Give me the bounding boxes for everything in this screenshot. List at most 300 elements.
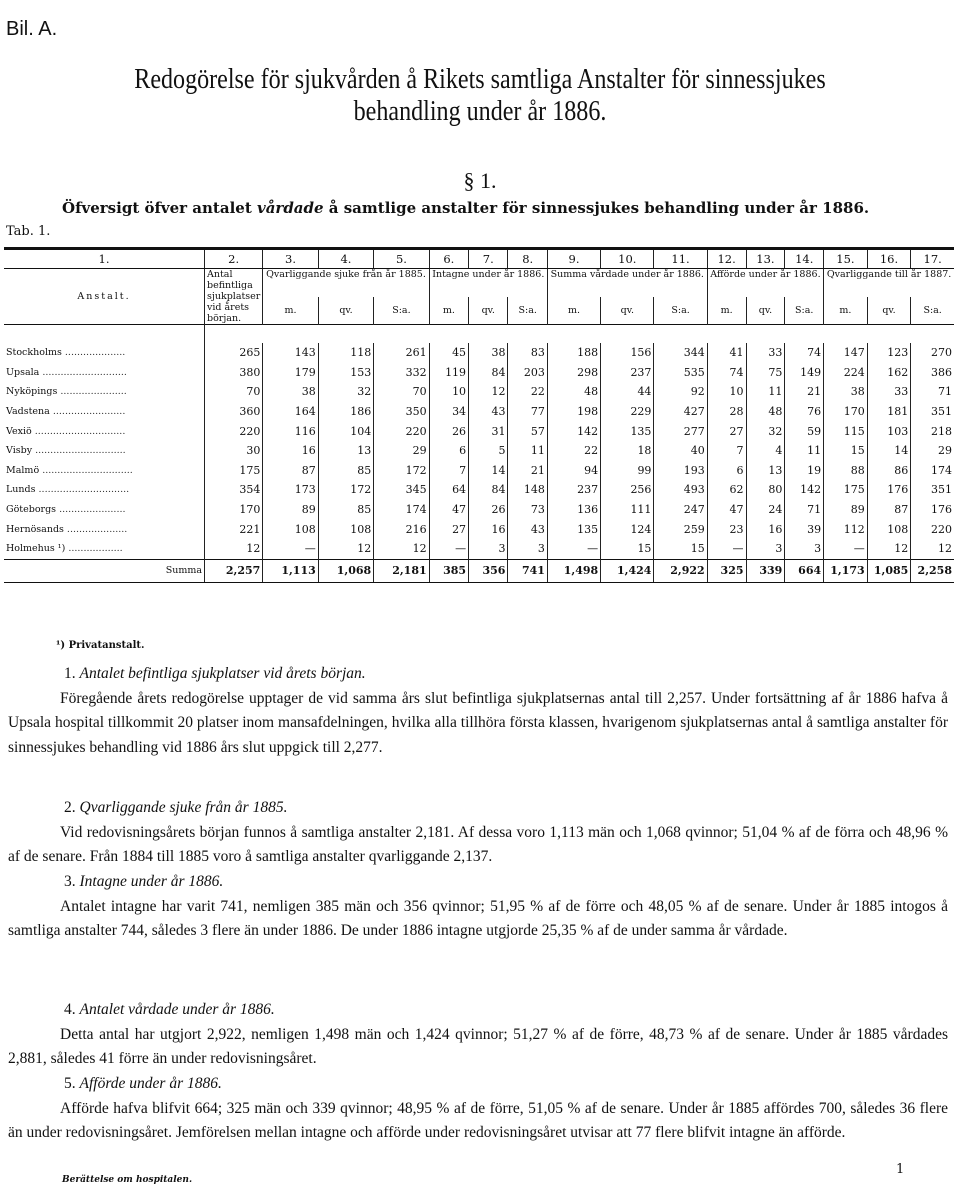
- column-number: 5.: [374, 249, 429, 269]
- table-cell: 27: [707, 421, 746, 441]
- table-cell: 149: [785, 363, 824, 383]
- table-cell: 71: [911, 382, 954, 402]
- summa-cell: 325: [707, 559, 746, 582]
- section-number: 2.: [64, 799, 76, 816]
- sub-header: qv.: [746, 297, 785, 325]
- table-cell: 15: [654, 539, 707, 559]
- table-cell: 33: [746, 343, 785, 363]
- table-cell: 112: [824, 519, 868, 539]
- sub-header: m.: [429, 297, 468, 325]
- table-cell: 380: [205, 363, 263, 383]
- table-cell: 229: [601, 402, 654, 422]
- table-row: [4, 519, 954, 539]
- section-title: Qvarliggande sjuke från år 1885.: [79, 799, 288, 816]
- header-afforde: Afförde under år 1886.: [707, 269, 823, 297]
- row-name: Stockholms ....................: [6, 347, 126, 359]
- table-cell: 153: [318, 363, 373, 383]
- table-cell: 85: [318, 500, 373, 520]
- column-number: 12.: [707, 249, 746, 269]
- table-row: [4, 461, 954, 481]
- column-number: 16.: [867, 249, 911, 269]
- summa-cell: 339: [746, 559, 785, 582]
- table-cell: 77: [508, 402, 547, 422]
- table-cell: 43: [508, 519, 547, 539]
- table-cell: 6: [707, 461, 746, 481]
- table-cell: 162: [867, 363, 911, 383]
- table-cell: 31: [469, 421, 508, 441]
- header-row: [4, 269, 954, 297]
- table-cell: 224: [824, 363, 868, 383]
- table-cell: 47: [429, 500, 468, 520]
- table-cell: 103: [867, 421, 911, 441]
- spacer-row: [4, 325, 954, 344]
- table-cell: 156: [601, 343, 654, 363]
- table-cell: 40: [654, 441, 707, 461]
- table-cell: 59: [785, 421, 824, 441]
- table-cell: 16: [469, 519, 508, 539]
- table-row: [4, 500, 954, 520]
- table-cell: 87: [867, 500, 911, 520]
- section-title: Antalet vårdade under år 1886.: [79, 1001, 275, 1018]
- table-cell: 203: [508, 363, 547, 383]
- table-cell: 38: [263, 382, 318, 402]
- table-cell: 143: [263, 343, 318, 363]
- table-cell: 39: [785, 519, 824, 539]
- section-2: [8, 796, 948, 870]
- statistics-table: [4, 247, 954, 583]
- column-number-row: [4, 249, 954, 269]
- table-cell: 14: [867, 441, 911, 461]
- row-name-text: Upsala: [6, 366, 40, 378]
- row-name-text: Malmö: [6, 464, 40, 476]
- column-number: 8.: [508, 249, 547, 269]
- table-cell: 16: [263, 441, 318, 461]
- table-cell: 32: [318, 382, 373, 402]
- table-cell: 351: [911, 480, 954, 500]
- table-cell: 172: [374, 461, 429, 481]
- sub-header: S:a.: [911, 297, 954, 325]
- row-name-text: Lunds: [6, 484, 36, 496]
- table-cell: 104: [318, 421, 373, 441]
- row-name-text: Vexiö: [6, 425, 32, 437]
- table-cell: 85: [318, 461, 373, 481]
- bil-label: Bil. A.: [6, 18, 58, 40]
- table-cell: 108: [867, 519, 911, 539]
- column-number: 2.: [205, 249, 263, 269]
- table-cell: 80: [746, 480, 785, 500]
- subtitle-italic: vårdade: [256, 199, 324, 217]
- table-cell: 111: [601, 500, 654, 520]
- table-cell: 27: [429, 519, 468, 539]
- table-cell: 176: [867, 480, 911, 500]
- section-number: 4.: [64, 1001, 76, 1018]
- table-cell: 89: [263, 500, 318, 520]
- table-cell: 15: [601, 539, 654, 559]
- table-cell: 5: [469, 441, 508, 461]
- table-cell: 16: [746, 519, 785, 539]
- table-cell: 270: [911, 343, 954, 363]
- table-cell: 10: [429, 382, 468, 402]
- table-cell: 118: [318, 343, 373, 363]
- section-text: Vid redovisningsårets början funnos å samtliga anstalter 2,181. Af dessa voro 1,113 män och 1,068 qvinnor; 51,04 % af de förra och 48,96 % af de senare. Från 1884 till 1885 voro å samtliga anstalter qvarliggande 2,137.: [8, 823, 948, 866]
- column-number: 1.: [4, 249, 205, 269]
- row-name-text: Stockholms: [6, 347, 62, 359]
- table-row: [4, 480, 954, 500]
- table-cell: 76: [785, 402, 824, 422]
- table-cell: 135: [601, 421, 654, 441]
- table-cell: —: [547, 539, 600, 559]
- column-number: 14.: [785, 249, 824, 269]
- table-cell: 261: [374, 343, 429, 363]
- sub-header: m.: [263, 297, 318, 325]
- table-cell: 3: [508, 539, 547, 559]
- summa-label: Summa: [4, 559, 205, 582]
- table-cell: 350: [374, 402, 429, 422]
- table-cell: 135: [547, 519, 600, 539]
- table-cell: 173: [263, 480, 318, 500]
- header-antal: Antal befintliga sjukplatser vid årets början.: [205, 269, 263, 325]
- table-cell: 123: [867, 343, 911, 363]
- summa-cell: 1,498: [547, 559, 600, 582]
- row-name: Malmö ..............................: [6, 464, 133, 476]
- table-cell: 11: [508, 441, 547, 461]
- table-cell: 10: [707, 382, 746, 402]
- table-cell: 62: [707, 480, 746, 500]
- section-text: Föregående årets redogörelse upptager de vid samma års slut befintliga sjukplatsernas antal till 2,257. Under fortsättning af år 1886 hafva å Upsala hospital tillkommit 20 platser inom mansafdelningen, hvilka alla tillhöra första klassen, hvarigenom sjukplatsernas antal å samtliga anstalter för sinnessjukes behandling vid 1886 års slut uppgick till 2,277.: [8, 689, 948, 756]
- table-cell: 174: [911, 461, 954, 481]
- table-cell: 176: [911, 500, 954, 520]
- table-cell: —: [824, 539, 868, 559]
- table-cell: 84: [469, 480, 508, 500]
- table-cell: —: [263, 539, 318, 559]
- table-cell: 44: [601, 382, 654, 402]
- table-cell: 99: [601, 461, 654, 481]
- table-cell: 38: [469, 343, 508, 363]
- table-cell: 188: [547, 343, 600, 363]
- table-cell: 108: [263, 519, 318, 539]
- summa-cell: 664: [785, 559, 824, 582]
- table-cell: 277: [654, 421, 707, 441]
- section-4: [8, 998, 948, 1072]
- sub-header: S:a.: [654, 297, 707, 325]
- row-name: Vexiö ..............................: [6, 425, 126, 437]
- section-text: Antalet intagne har varit 741, nemligen 385 män och 356 qvinnor; 51,95 % af de förre och 48,05 % af de senare. Under år 1885 intogos å samtliga anstalter 744, således 3 flere än under 1886. De under 1886 intagne utgjorde 25,35 % af de under samma år vårdade.: [8, 897, 948, 940]
- table-cell: 94: [547, 461, 600, 481]
- section-number: 1.: [64, 665, 76, 682]
- table-cell: 21: [785, 382, 824, 402]
- table-row: [4, 421, 954, 441]
- table-cell: 26: [429, 421, 468, 441]
- sub-header: qv.: [318, 297, 373, 325]
- table-cell: 30: [205, 441, 263, 461]
- header-qvarliggande-1887: Qvarliggande till år 1887.: [824, 269, 954, 297]
- table-cell: 351: [911, 402, 954, 422]
- summa-cell: 2,922: [654, 559, 707, 582]
- table-cell: —: [707, 539, 746, 559]
- table-cell: 142: [547, 421, 600, 441]
- table-cell: 34: [429, 402, 468, 422]
- table-cell: —: [429, 539, 468, 559]
- section-heading: [8, 998, 948, 1023]
- column-number: 17.: [911, 249, 954, 269]
- table-cell: 7: [707, 441, 746, 461]
- table-cell: 115: [824, 421, 868, 441]
- table-cell: 218: [911, 421, 954, 441]
- table-cell: 124: [601, 519, 654, 539]
- section-heading: [8, 1072, 948, 1097]
- column-number: 15.: [824, 249, 868, 269]
- table-cell: 360: [205, 402, 263, 422]
- table-cell: 70: [374, 382, 429, 402]
- sub-header: m.: [824, 297, 868, 325]
- section-paragraph-mark: § 1.: [463, 168, 497, 193]
- footnote: ¹) Privatanstalt.: [56, 640, 145, 651]
- section-title: Antalet befintliga sjukplatser vid årets början.: [79, 665, 366, 682]
- row-name: Göteborgs ......................: [6, 504, 126, 516]
- table-cell: 259: [654, 519, 707, 539]
- row-name-text: Hernösands: [6, 523, 64, 535]
- table-cell: 87: [263, 461, 318, 481]
- page-number: 1: [896, 1162, 905, 1177]
- section-title: Intagne under år 1886.: [79, 873, 224, 890]
- table-cell: 22: [547, 441, 600, 461]
- table-cell: 6: [429, 441, 468, 461]
- sub-header: m.: [547, 297, 600, 325]
- header-summa-vardade: Summa vårdade under år 1886.: [547, 269, 707, 297]
- column-number: 9.: [547, 249, 600, 269]
- row-name: Hernösands ....................: [6, 523, 128, 535]
- summa-cell: 2,181: [374, 559, 429, 582]
- summa-row: [4, 559, 954, 582]
- table-cell: 74: [785, 343, 824, 363]
- table-cell: 13: [746, 461, 785, 481]
- header-anstalt: Anstalt.: [77, 291, 131, 302]
- table-cell: 535: [654, 363, 707, 383]
- table-cell: 186: [318, 402, 373, 422]
- summa-cell: 1,085: [867, 559, 911, 582]
- footer-left: Berättelse om hospitalen.: [62, 1175, 193, 1185]
- table-cell: 64: [429, 480, 468, 500]
- section-text: Afförde hafva blifvit 664; 325 män och 339 qvinnor; 48,95 % af de förre, 51,05 % af de senare. Under år 1885 affördes 700, således 36 flere än under redovisningsåret. Jemförelsen mellan intagne och afförde under redovisningsåret utvisar att 77 flere blifvit intagne än afförde.: [8, 1099, 948, 1142]
- table-row: [4, 402, 954, 422]
- table-cell: 29: [374, 441, 429, 461]
- table-cell: 220: [911, 519, 954, 539]
- table-cell: 13: [318, 441, 373, 461]
- summa-cell: 356: [469, 559, 508, 582]
- table-cell: 12: [469, 382, 508, 402]
- table-cell: 24: [746, 500, 785, 520]
- table-cell: 170: [824, 402, 868, 422]
- subtitle-pre: Öfversigt öfver antalet: [62, 199, 257, 217]
- summa-cell: 1,424: [601, 559, 654, 582]
- table-cell: 14: [469, 461, 508, 481]
- table-cell: 174: [374, 500, 429, 520]
- table-cell: 198: [547, 402, 600, 422]
- row-name-text: Visby: [6, 445, 33, 457]
- subtitle-post: å samtlige anstalter för sinnessjukes behandling under år 1886.: [323, 199, 870, 217]
- table-cell: 38: [824, 382, 868, 402]
- table-cell: 172: [318, 480, 373, 500]
- table-cell: 345: [374, 480, 429, 500]
- table-cell: 216: [374, 519, 429, 539]
- table-cell: 142: [785, 480, 824, 500]
- table-cell: 256: [601, 480, 654, 500]
- section-number: 5.: [64, 1075, 76, 1092]
- table-cell: 175: [205, 461, 263, 481]
- table-cell: 21: [508, 461, 547, 481]
- table-body: [4, 343, 954, 559]
- summa-cell: 1,068: [318, 559, 373, 582]
- table-cell: 108: [318, 519, 373, 539]
- summa-cell: 741: [508, 559, 547, 582]
- table-cell: 23: [707, 519, 746, 539]
- table-cell: 12: [318, 539, 373, 559]
- sub-header: S:a.: [374, 297, 429, 325]
- column-number: 10.: [601, 249, 654, 269]
- table-cell: 193: [654, 461, 707, 481]
- table-cell: 298: [547, 363, 600, 383]
- table-cell: 237: [601, 363, 654, 383]
- row-name: Upsala ............................: [6, 366, 127, 378]
- table-cell: 33: [867, 382, 911, 402]
- section-text: Detta antal har utgjort 2,922, nemligen 1,498 män och 1,424 qvinnor; 51,27 % af de förre, 48,73 % af de senare. Under år 1885 vårdades 2,881, således 41 förre än under redovisningsåret.: [8, 1025, 948, 1068]
- table-cell: 70: [205, 382, 263, 402]
- section-title: Afförde under år 1886.: [79, 1075, 222, 1092]
- table-cell: 332: [374, 363, 429, 383]
- table-cell: 164: [263, 402, 318, 422]
- table-row: [4, 343, 954, 363]
- column-number: 4.: [318, 249, 373, 269]
- table-cell: 12: [911, 539, 954, 559]
- summa-cell: 385: [429, 559, 468, 582]
- table-cell: 89: [824, 500, 868, 520]
- table-cell: 88: [824, 461, 868, 481]
- section-3: [8, 870, 948, 944]
- table-cell: 4: [746, 441, 785, 461]
- tab-label: Tab. 1.: [6, 224, 51, 239]
- table-cell: 48: [746, 402, 785, 422]
- table-cell: 247: [654, 500, 707, 520]
- table-cell: 12: [374, 539, 429, 559]
- table-cell: 12: [205, 539, 263, 559]
- table-cell: 75: [746, 363, 785, 383]
- table-row: [4, 363, 954, 383]
- table-cell: 11: [785, 441, 824, 461]
- table-cell: 41: [707, 343, 746, 363]
- page-title: [67, 64, 893, 128]
- table-cell: 354: [205, 480, 263, 500]
- table-cell: 119: [429, 363, 468, 383]
- sub-header: qv.: [867, 297, 911, 325]
- table-subtitle: [62, 199, 869, 217]
- sub-header: qv.: [469, 297, 508, 325]
- row-name: Nyköpings ......................: [6, 386, 127, 398]
- table-row: [4, 539, 954, 559]
- table-cell: 11: [746, 382, 785, 402]
- row-name-text: Holmehus ¹): [6, 543, 66, 555]
- table-cell: 179: [263, 363, 318, 383]
- table-cell: 83: [508, 343, 547, 363]
- table-cell: 15: [824, 441, 868, 461]
- summa-cell: 2,257: [205, 559, 263, 582]
- column-number: 11.: [654, 249, 707, 269]
- column-number: 6.: [429, 249, 468, 269]
- header-qvarliggande-1885: Qvarliggande sjuke från år 1885.: [263, 269, 429, 297]
- table-cell: 170: [205, 500, 263, 520]
- summa-cell: 1,113: [263, 559, 318, 582]
- row-name: Lunds ..............................: [6, 484, 130, 496]
- table-row: [4, 382, 954, 402]
- table-cell: 221: [205, 519, 263, 539]
- header-intagne: Intagne under år 1886.: [429, 269, 547, 297]
- table-cell: 175: [824, 480, 868, 500]
- table-row: [4, 441, 954, 461]
- table-cell: 3: [746, 539, 785, 559]
- summa-cell: 2,258: [911, 559, 954, 582]
- row-name-text: Göteborgs: [6, 504, 57, 516]
- column-number: 7.: [469, 249, 508, 269]
- table-cell: 26: [469, 500, 508, 520]
- table-cell: 136: [547, 500, 600, 520]
- sub-header: S:a.: [785, 297, 824, 325]
- table-cell: 147: [824, 343, 868, 363]
- table-cell: 45: [429, 343, 468, 363]
- row-name: Visby ..............................: [6, 445, 126, 457]
- table-cell: 3: [785, 539, 824, 559]
- table-cell: 32: [746, 421, 785, 441]
- table-cell: 84: [469, 363, 508, 383]
- row-name: Vadstena ........................: [6, 406, 126, 418]
- table-cell: 220: [374, 421, 429, 441]
- table-cell: 86: [867, 461, 911, 481]
- table-cell: 7: [429, 461, 468, 481]
- section-5: [8, 1072, 948, 1146]
- table-cell: 47: [707, 500, 746, 520]
- section-heading: [8, 662, 948, 687]
- table-cell: 493: [654, 480, 707, 500]
- table-cell: 18: [601, 441, 654, 461]
- column-number: 13.: [746, 249, 785, 269]
- table-cell: 344: [654, 343, 707, 363]
- table-cell: 148: [508, 480, 547, 500]
- table-cell: 29: [911, 441, 954, 461]
- summa-cell: 1,173: [824, 559, 868, 582]
- table-cell: 427: [654, 402, 707, 422]
- section-1: [8, 662, 948, 760]
- table-cell: 116: [263, 421, 318, 441]
- table-cell: 92: [654, 382, 707, 402]
- section-number: 3.: [64, 873, 76, 890]
- table-cell: 28: [707, 402, 746, 422]
- table-cell: 237: [547, 480, 600, 500]
- title-line-2: behandling under år 1886.: [353, 96, 607, 127]
- table-cell: 220: [205, 421, 263, 441]
- table-cell: 386: [911, 363, 954, 383]
- sub-header: qv.: [601, 297, 654, 325]
- section-heading: [8, 870, 948, 895]
- table-cell: 22: [508, 382, 547, 402]
- row-name-text: Nyköpings: [6, 386, 58, 398]
- table-cell: 71: [785, 500, 824, 520]
- title-line-1: Redogörelse för sjukvården å Rikets samtliga Anstalter för sinnessjukes: [134, 64, 826, 95]
- table-cell: 3: [469, 539, 508, 559]
- row-name: Holmehus ¹) ..................: [6, 543, 123, 555]
- sub-header: S:a.: [508, 297, 547, 325]
- section-heading: [8, 796, 948, 821]
- column-number: 3.: [263, 249, 318, 269]
- table-cell: 19: [785, 461, 824, 481]
- row-name-text: Vadstena: [6, 406, 50, 418]
